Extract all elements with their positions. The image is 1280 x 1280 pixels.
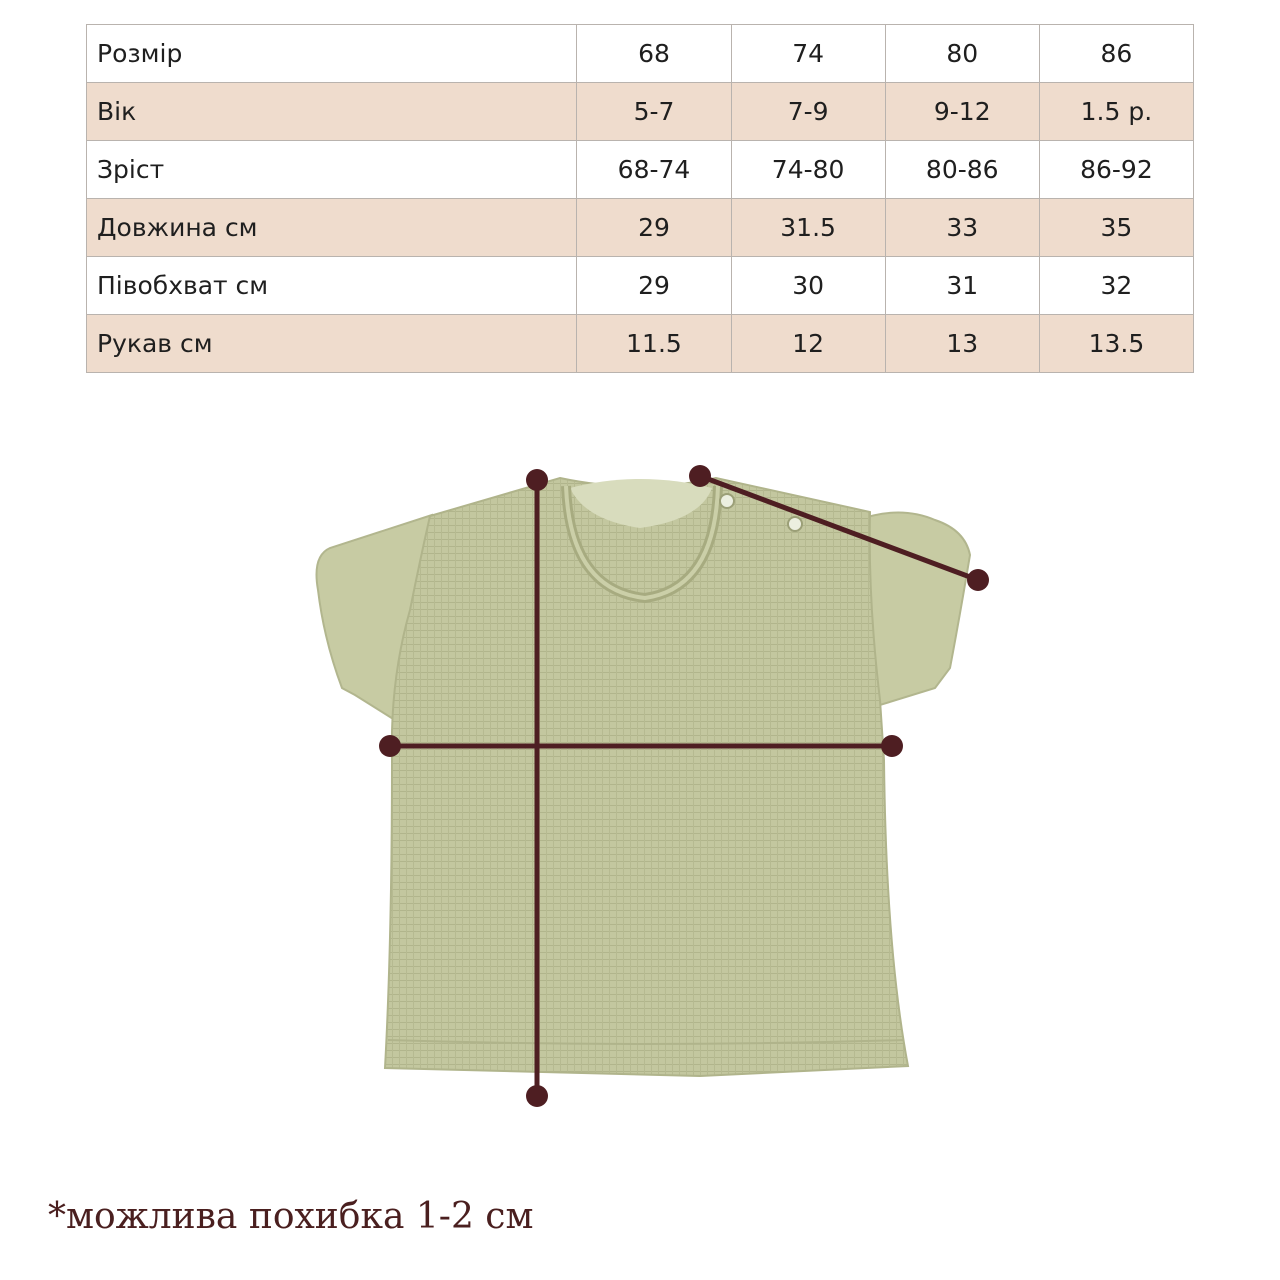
table-cell: 29: [577, 199, 731, 257]
table-cell: 31.5: [731, 199, 885, 257]
measure-endpoint: [689, 465, 711, 487]
measure-endpoint: [379, 735, 401, 757]
table-cell: 86-92: [1039, 141, 1193, 199]
table-cell: 80-86: [885, 141, 1039, 199]
table-cell: 68: [577, 25, 731, 83]
snap-button: [788, 517, 802, 531]
row-label: Вік: [87, 83, 577, 141]
table-cell: 11.5: [577, 315, 731, 373]
measure-endpoint: [526, 1085, 548, 1107]
row-label: Зріст: [87, 141, 577, 199]
row-label: Рукав см: [87, 315, 577, 373]
measure-endpoint: [881, 735, 903, 757]
row-label: Розмір: [87, 25, 577, 83]
table-cell: 31: [885, 257, 1039, 315]
table-cell: 5-7: [577, 83, 731, 141]
table-cell: 80: [885, 25, 1039, 83]
table-cell: 7-9: [731, 83, 885, 141]
row-label: Довжина см: [87, 199, 577, 257]
table-cell: 35: [1039, 199, 1193, 257]
measure-endpoint: [967, 569, 989, 591]
table-cell: 1.5 р.: [1039, 83, 1193, 141]
table-cell: 30: [731, 257, 885, 315]
row-label: Півобхват см: [87, 257, 577, 315]
tshirt-body: [385, 478, 908, 1076]
table-cell: 13: [885, 315, 1039, 373]
measure-endpoint: [526, 469, 548, 491]
table-cell: 33: [885, 199, 1039, 257]
table-cell: 74-80: [731, 141, 885, 199]
snap-button: [720, 494, 734, 508]
table-cell: 74: [731, 25, 885, 83]
table-cell: 32: [1039, 257, 1193, 315]
table-cell: 9-12: [885, 83, 1039, 141]
table-cell: 29: [577, 257, 731, 315]
table-cell: 13.5: [1039, 315, 1193, 373]
table-cell: 12: [731, 315, 885, 373]
table-cell: 68-74: [577, 141, 731, 199]
table-cell: 86: [1039, 25, 1193, 83]
measurement-error-note: *можлива похибка 1-2 см: [48, 1196, 534, 1237]
